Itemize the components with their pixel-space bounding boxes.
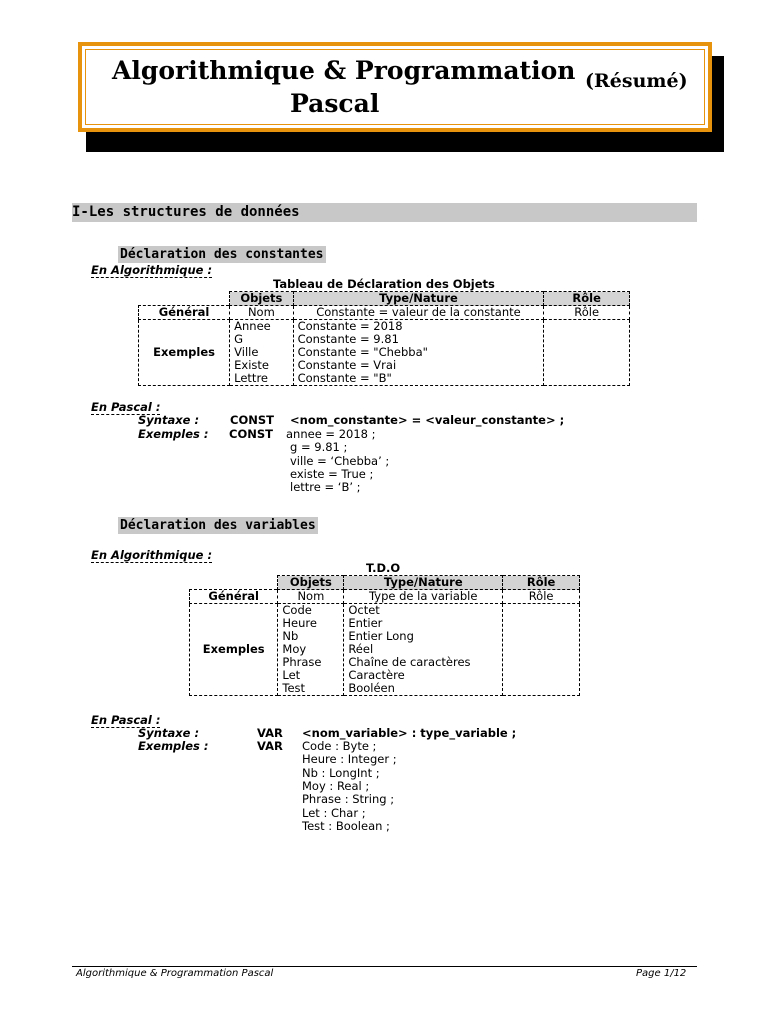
column-header-objets: Objets bbox=[278, 576, 344, 590]
list-item: Lettre bbox=[234, 371, 268, 385]
document-title-line1: Algorithmique & Programmation bbox=[112, 56, 576, 85]
list-item: Moy bbox=[282, 642, 307, 656]
row-label-general: Général bbox=[190, 590, 278, 604]
list-item: Octet bbox=[348, 603, 380, 617]
column-header-role: Rôle bbox=[503, 576, 580, 590]
variables-example-line: Phrase : String ; bbox=[302, 792, 395, 806]
variables-example-line: Let : Char ; bbox=[302, 806, 366, 820]
variables-example-line: Code : Byte ; bbox=[302, 739, 377, 753]
constants-table-caption: Tableau de Déclaration des Objets bbox=[273, 277, 495, 291]
list-item: Constante = 9.81 bbox=[297, 332, 399, 346]
list-item: Caractère bbox=[348, 668, 405, 682]
variables-example-line: Test : Boolean ; bbox=[302, 819, 390, 833]
variables-pascal-label: En Pascal : bbox=[91, 713, 161, 727]
variables-syntax-rule: <nom_variable> : type_variable ; bbox=[302, 726, 517, 740]
row-label-general: Général bbox=[139, 306, 230, 320]
constants-syntax-rule: <nom_constante> = <valeur_constante> ; bbox=[290, 413, 565, 427]
constants-example-line: ville = ‘Chebba’ ; bbox=[290, 454, 390, 468]
list-item: Entier Long bbox=[348, 629, 414, 643]
constants-algo-label: En Algorithmique : bbox=[91, 263, 213, 277]
document-title-line2: Pascal bbox=[290, 89, 380, 118]
footer-divider bbox=[72, 966, 697, 967]
exemples-objets-cell bbox=[230, 320, 293, 386]
list-item: Booléen bbox=[348, 681, 395, 695]
variables-table-caption: T.D.O bbox=[366, 561, 401, 575]
column-header-type: Type/Nature bbox=[293, 292, 544, 306]
variables-example-line: Moy : Real ; bbox=[302, 779, 370, 793]
constants-example-line: lettre = ‘B’ ; bbox=[290, 480, 361, 494]
constants-syntax-label: Syntaxe : bbox=[138, 413, 200, 427]
list-item: Nb bbox=[282, 629, 299, 643]
constants-syntax-keyword: CONST bbox=[230, 413, 274, 427]
exemples-objets-cell bbox=[278, 604, 344, 696]
table-row-general bbox=[190, 590, 580, 604]
variables-object-table bbox=[189, 575, 580, 696]
constants-examples-keyword: CONST bbox=[229, 427, 273, 441]
list-item: Let bbox=[282, 668, 301, 682]
list-item: Ville bbox=[234, 345, 259, 359]
exemples-role-cell bbox=[503, 604, 580, 696]
constants-subheading: Déclaration des constantes bbox=[120, 247, 324, 262]
section-heading: I-Les structures de données bbox=[72, 203, 697, 222]
general-role-cell: Rôle bbox=[544, 306, 630, 320]
footer-title: Algorithmique & Programmation Pascal bbox=[76, 968, 274, 979]
page-number: Page 1/12 bbox=[636, 968, 687, 979]
list-item: Test bbox=[282, 681, 306, 695]
list-item: Code bbox=[282, 603, 312, 617]
list-item: Réel bbox=[348, 642, 374, 656]
list-item: Heure bbox=[282, 616, 317, 630]
constants-example-line: g = 9.81 ; bbox=[290, 440, 348, 454]
exemples-types-cell bbox=[293, 320, 544, 386]
list-item: Annee bbox=[234, 319, 271, 333]
table-row-exemples bbox=[139, 320, 630, 386]
exemples-role-cell bbox=[544, 320, 630, 386]
constants-examples-label: Exemples : bbox=[138, 427, 209, 441]
document-subtitle: (Résumé) bbox=[585, 70, 688, 92]
constants-example-line: existe = True ; bbox=[290, 467, 374, 481]
column-header-type: Type/Nature bbox=[344, 576, 503, 590]
variables-algo-label: En Algorithmique : bbox=[91, 548, 213, 562]
list-item: Constante = "Chebba" bbox=[297, 345, 428, 359]
table-row-general bbox=[139, 306, 630, 320]
variables-example-line: Heure : Integer ; bbox=[302, 752, 397, 766]
table-header-row bbox=[190, 576, 580, 590]
constants-example-line: annee = 2018 ; bbox=[286, 427, 376, 441]
column-header-role: Rôle bbox=[544, 292, 630, 306]
variables-subheading: Déclaration des variables bbox=[120, 518, 316, 533]
variables-examples-label: Exemples : bbox=[138, 739, 209, 753]
constants-pascal-label: En Pascal : bbox=[91, 400, 161, 414]
table-row-exemples bbox=[190, 604, 580, 696]
row-label-exemples: Exemples bbox=[139, 320, 230, 386]
general-type-cell: Constante = valeur de la constante bbox=[293, 306, 544, 320]
list-item: Constante = Vrai bbox=[297, 358, 397, 372]
variables-examples-keyword: VAR bbox=[257, 739, 283, 753]
list-item: G bbox=[234, 332, 244, 346]
list-item: Existe bbox=[234, 358, 269, 372]
row-label-exemples: Exemples bbox=[190, 604, 278, 696]
column-header-objets: Objets bbox=[230, 292, 293, 306]
list-item: Entier bbox=[348, 616, 383, 630]
general-nom-cell: Nom bbox=[230, 306, 293, 320]
variables-syntax-keyword: VAR bbox=[257, 726, 283, 740]
variables-syntax-label: Syntaxe : bbox=[138, 726, 200, 740]
list-item: Chaîne de caractères bbox=[348, 655, 471, 669]
constants-object-table bbox=[138, 291, 630, 386]
general-role-cell: Rôle bbox=[503, 590, 580, 604]
general-type-cell: Type de la variable bbox=[344, 590, 503, 604]
list-item: Constante = "B" bbox=[297, 371, 392, 385]
list-item: Phrase bbox=[282, 655, 322, 669]
exemples-types-cell bbox=[344, 604, 503, 696]
list-item: Constante = 2018 bbox=[297, 319, 403, 333]
variables-example-line: Nb : LongInt ; bbox=[302, 766, 380, 780]
general-nom-cell: Nom bbox=[278, 590, 344, 604]
table-header-row bbox=[139, 292, 630, 306]
